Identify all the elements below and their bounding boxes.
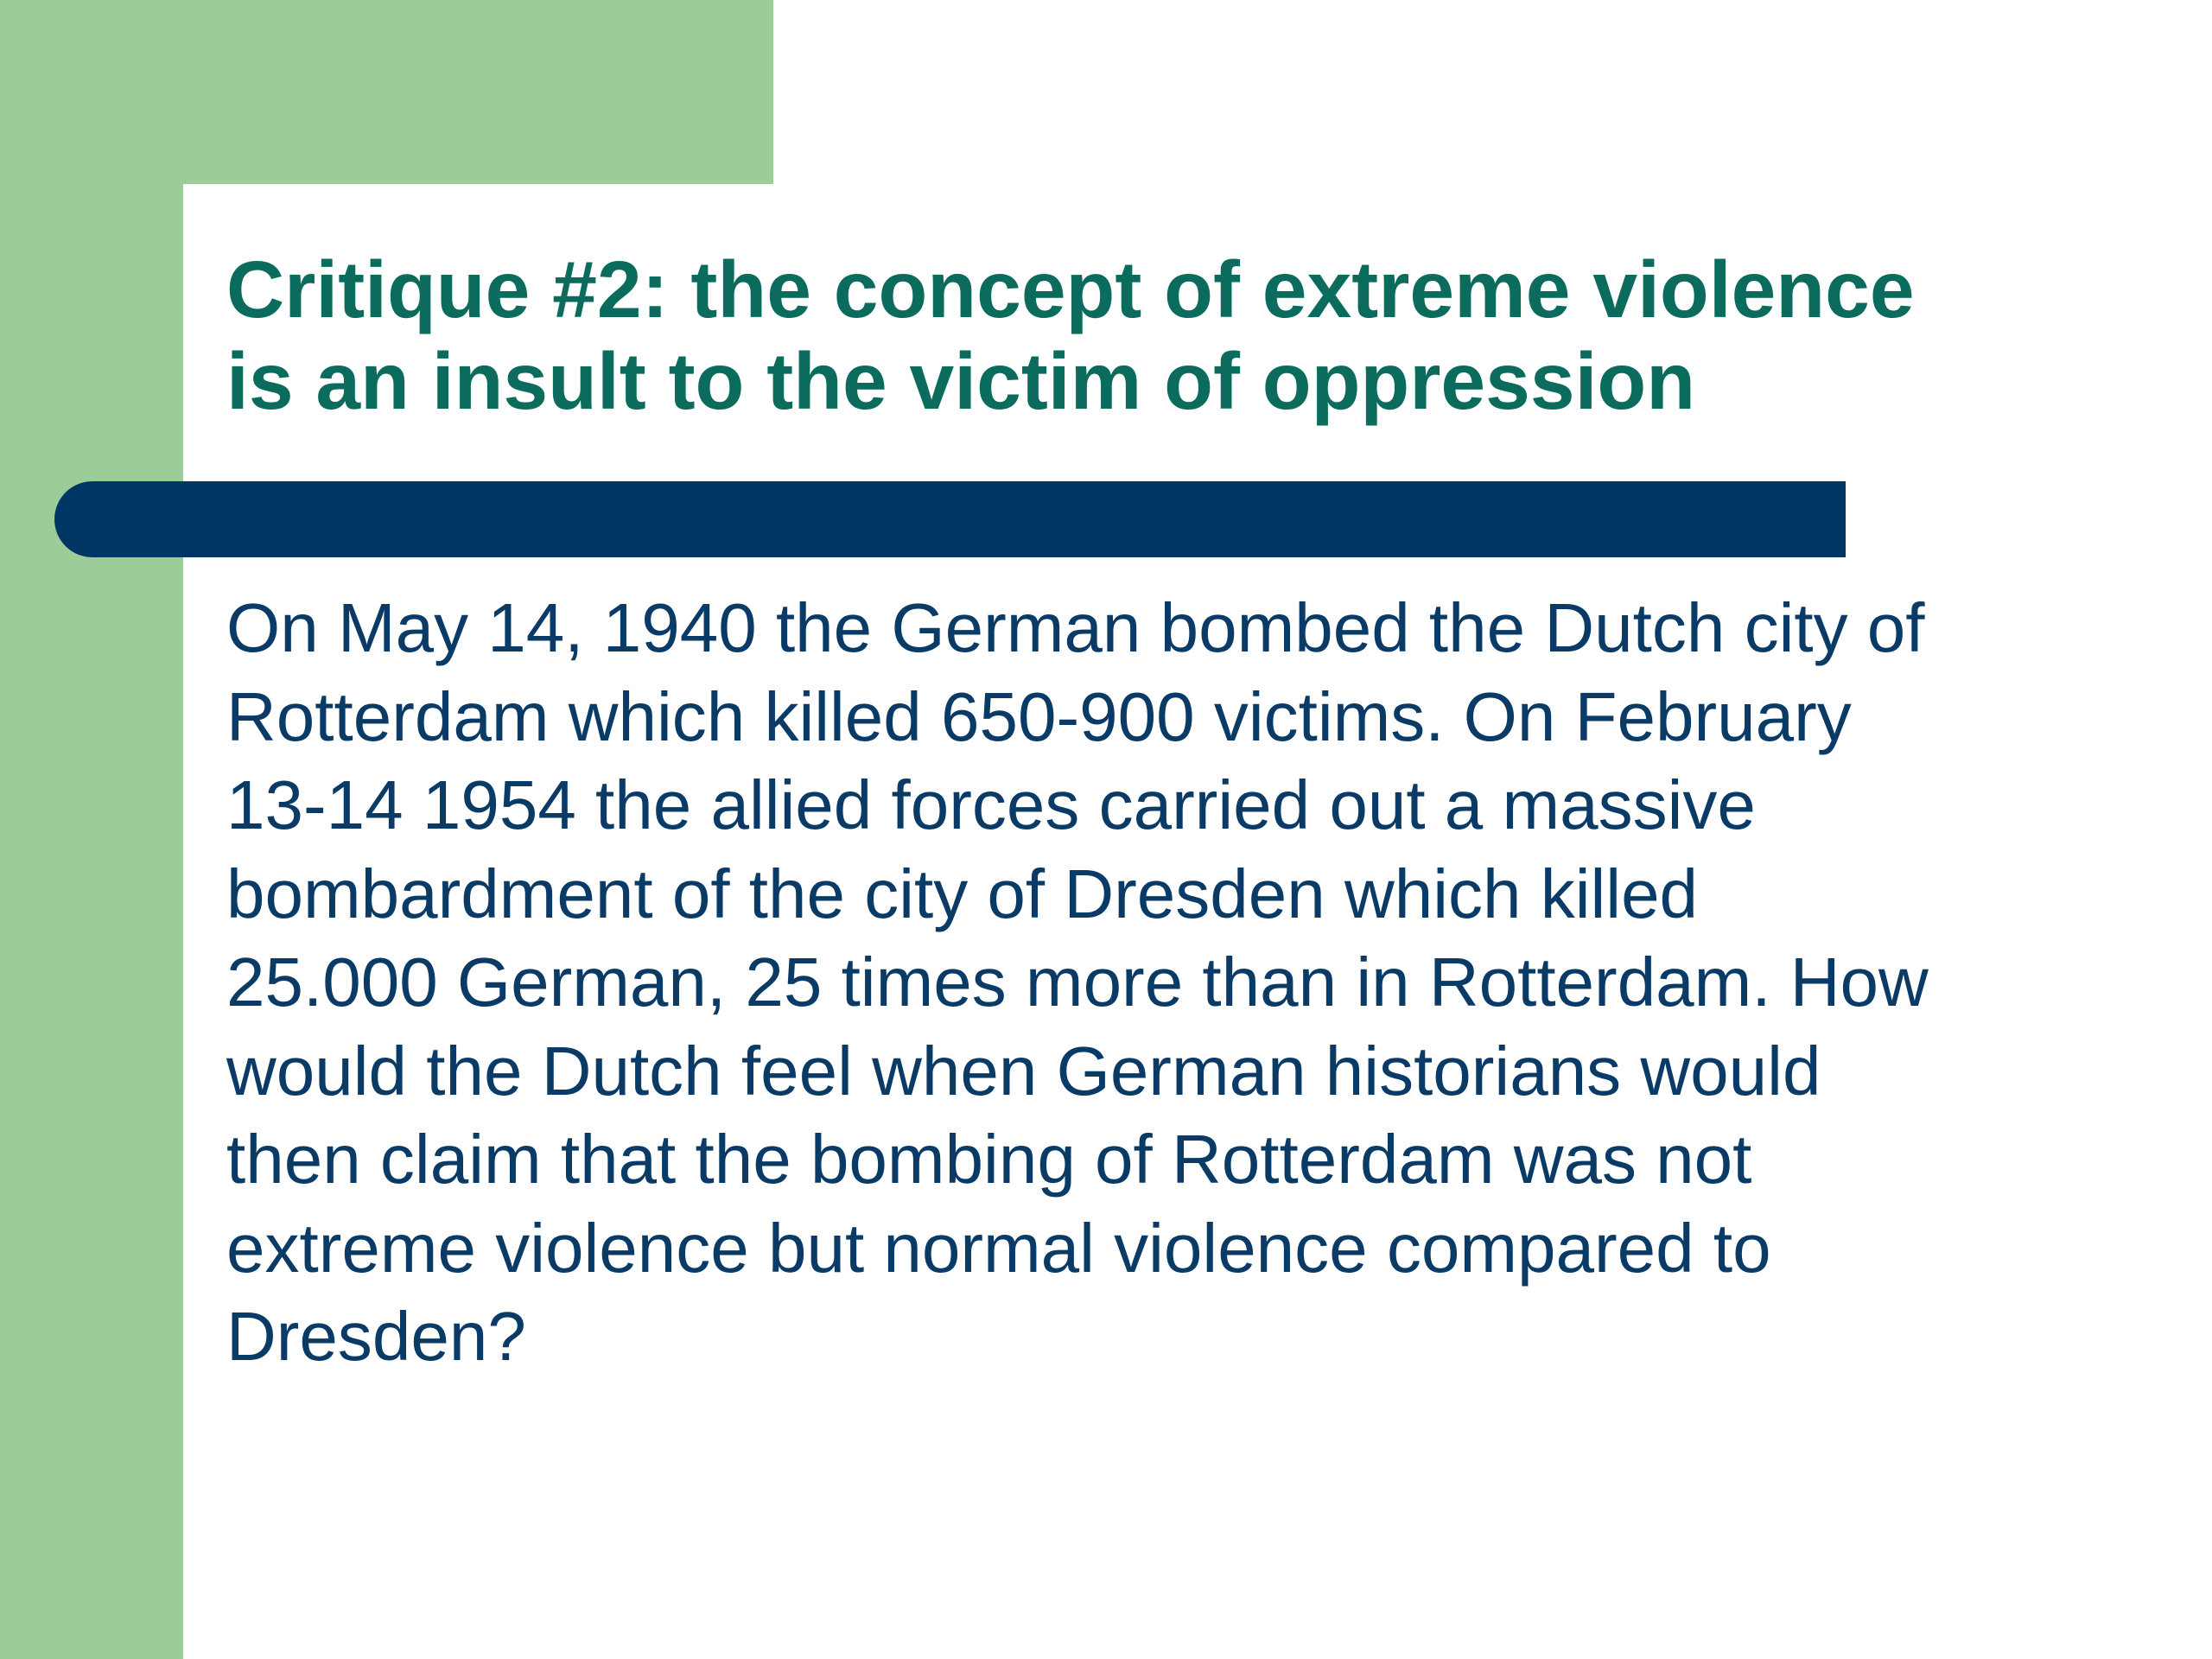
body-line: 13-14 1954 the allied forces carried out a massive xyxy=(226,766,1756,843)
body-line: Dresden? xyxy=(226,1298,526,1375)
body-line: bombardment of the city of Dresden which killed xyxy=(226,855,1699,932)
title-divider-bar xyxy=(54,481,1846,557)
body-line: 25.000 German, 25 times more than in Rotterdam. How xyxy=(226,944,1929,1020)
slide-body-text xyxy=(226,584,2179,1382)
title-line-2: is an insult to the victim of oppression xyxy=(226,336,1696,426)
title-line-1: Critique #2: the concept of extreme violence xyxy=(226,245,1915,334)
slide-title xyxy=(226,244,2179,427)
body-line: extreme violence but normal violence compared to xyxy=(226,1209,1771,1287)
green-top-block xyxy=(0,0,773,184)
body-line: would the Dutch feel when German historians would xyxy=(226,1032,1821,1109)
body-line: On May 14, 1940 the German bombed the Dutch city of xyxy=(226,589,1925,666)
green-side-strip xyxy=(0,0,183,1659)
body-line: Rotterdam which killed 650-900 victims. On February xyxy=(226,677,1852,755)
body-line: then claim that the bombing of Rotterdam was not xyxy=(226,1121,1752,1198)
